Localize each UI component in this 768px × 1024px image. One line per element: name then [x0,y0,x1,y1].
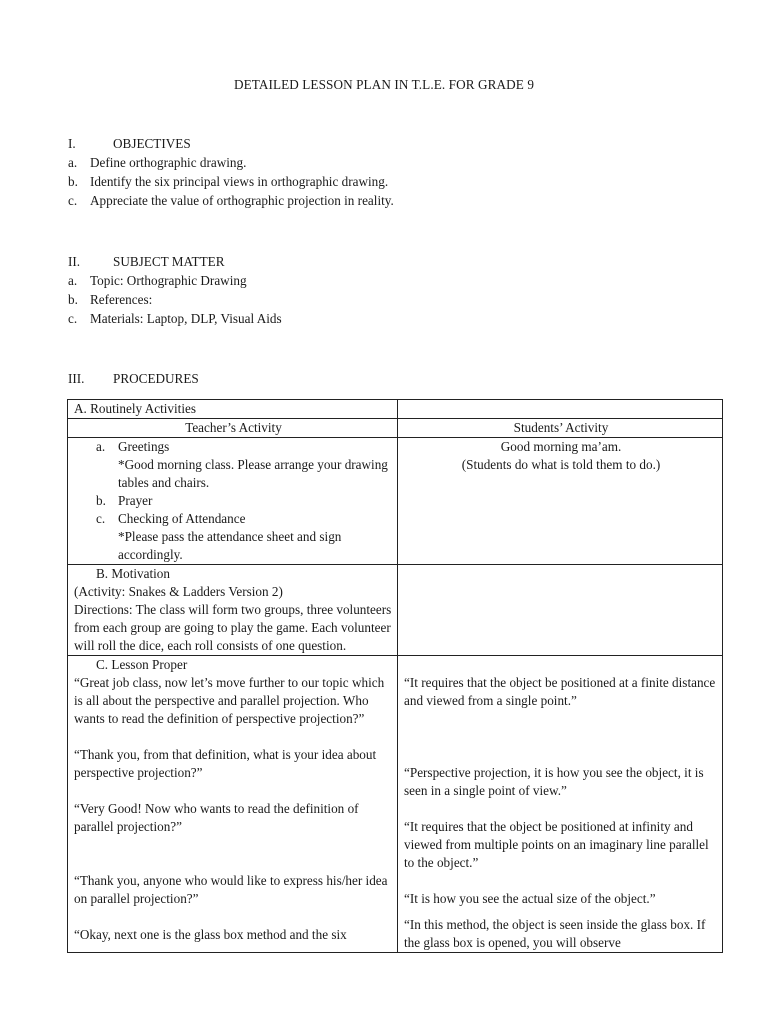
student-line: “It requires that the object be positioned at infinity and viewed from multiple points on an imaginary line parallel to the object.” [404,819,709,870]
table-row [68,565,723,656]
routine-teacher-cell [68,438,398,565]
list-letter: c. [68,193,78,208]
list-text: Define orthographic drawing. [90,155,247,170]
lesson-table [67,399,723,953]
section-title: OBJECTIVES [113,136,191,151]
attendance-note: *Please pass the attendance sheet and sign accordingly. [118,529,342,562]
list-letter: a. [68,273,78,288]
greetings-label: Greetings [118,439,170,454]
student-line: “It is how you see the actual size of the object.” [404,891,656,906]
greetings-note: *Good morning class. Please arrange your drawing tables and chairs. [118,457,388,490]
list-text: References: [90,292,153,307]
table-header-row [68,419,723,438]
list-item [74,510,393,528]
motivation-activity: (Activity: Snakes & Ladders Version 2) [74,584,283,599]
teacher-line: “Thank you, from that definition, what is your idea about perspective projection?” [74,747,377,780]
empty-cell [398,400,723,419]
teacher-activity-header: Teacher’s Activity [68,419,398,438]
routine-students-cell [398,438,723,565]
student-line: “Perspective projection, it is how you see the object, it is seen in a single point of view.” [404,765,704,798]
list-letter: b. [68,292,78,307]
table-row [68,438,723,565]
list-text: Topic: Orthographic Drawing [90,273,247,288]
list-item [68,154,728,173]
list-letter: c. [68,311,78,326]
list-text: Appreciate the value of orthographic projection in reality. [90,193,394,208]
student-greeting-note: (Students do what is told them to do.) [461,457,661,472]
list-text: Materials: Laptop, DLP, Visual Aids [90,311,282,326]
list-item [74,438,393,456]
motivation-directions: Directions: The class will form two groups, three volunteers from each group are going to play the game. Each volunteer will roll the dice, each roll consists of one question. [74,602,392,653]
list-item [68,192,728,211]
prayer-label: Prayer [118,493,153,508]
table-row [68,656,723,953]
list-item [68,272,728,291]
objectives-heading [68,135,728,154]
teacher-line: “Very Good! Now who wants to read the definition of parallel projection?” [74,801,359,834]
list-letter: c. [96,511,106,526]
list-text: Identify the six principal views in orthographic drawing. [90,174,389,189]
student-line: “It requires that the object be positioned at a finite distance and viewed from a single point.” [404,675,716,708]
list-letter: a. [68,155,78,170]
teacher-line: “Great job class, now let’s move further to our topic which is all about the perspective and parallel projection. Who wants to read the definition of perspective projection?” [74,675,385,726]
table-row [68,400,723,419]
lesson-proper-students-cell [398,656,723,953]
student-greeting: Good morning ma’am. [500,439,622,454]
section-number: II. [68,254,81,269]
list-item [68,173,728,192]
section-number: I. [68,136,76,151]
objectives-section [68,135,728,211]
section-number: III. [68,371,85,386]
section-title: SUBJECT MATTER [113,254,225,269]
list-item [68,291,728,310]
list-letter: a. [96,439,106,454]
section-b-label: B. Motivation [96,566,170,581]
list-letter: b. [68,174,78,189]
attendance-label: Checking of Attendance [118,511,246,526]
list-item [74,492,393,510]
procedures-section [68,370,728,389]
section-c-label: C. Lesson Proper [96,657,188,672]
teacher-line: “Thank you, anyone who would like to express his/her idea on parallel projection?” [74,873,388,906]
section-title: PROCEDURES [113,371,199,386]
section-a-label: A. Routinely Activities [68,400,398,419]
lesson-proper-teacher-cell [68,656,398,953]
motivation-cell [68,565,398,656]
student-line: “In this method, the object is seen inside the glass box. If the glass box is opened, you will observe [404,917,706,950]
subject-matter-section [68,253,728,329]
teacher-line: “Okay, next one is the glass box method and the six [74,927,347,942]
students-activity-header: Students’ Activity [398,419,723,438]
subject-matter-heading [68,253,728,272]
list-letter: b. [96,493,106,508]
list-item [68,310,728,329]
procedures-heading [68,370,728,389]
empty-cell [398,565,723,656]
document-title: DETAILED LESSON PLAN IN T.L.E. FOR GRADE 9 [233,77,535,92]
